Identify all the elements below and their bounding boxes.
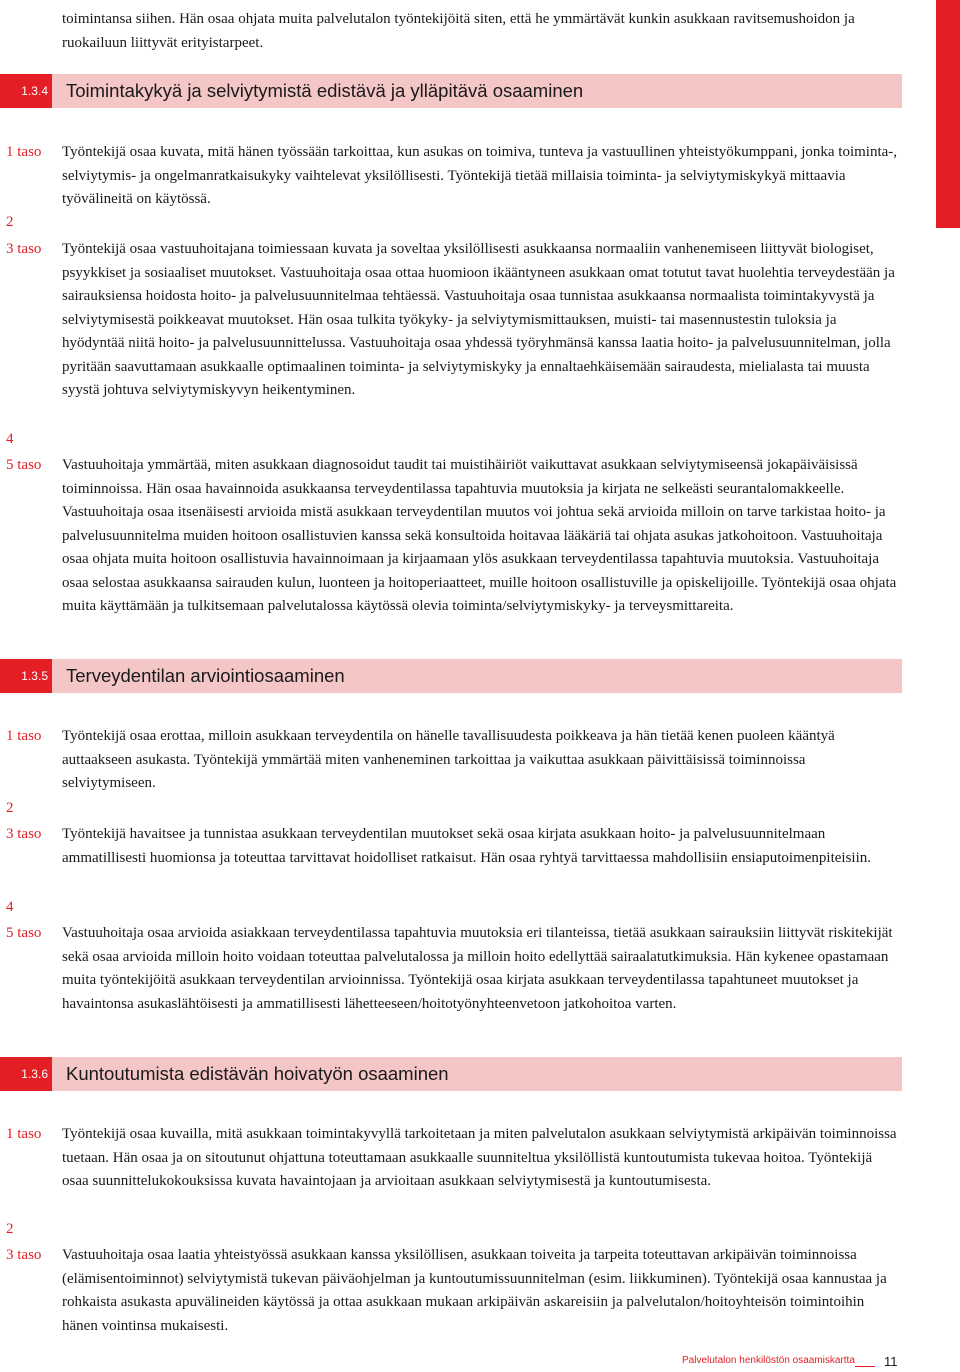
level-text: Työntekijä osaa kuvata, mitä hänen työssään tarkoittaa, kun asukas on toimiva, tunteva ja vastuullinen yhteistyökumppani, jonka toiminta-, selviytymis- ja ongelmanratkaisukyky vaihtelevat yksilöllisesti. Työntekijä tietää millaisia toiminta- ja selviytymiskykyä mittaavia työvälineitä on käytössä. (62, 144, 898, 207)
level-label: 5 taso (6, 457, 42, 473)
section-number: 1.3.4 (0, 74, 52, 108)
level-label: 1 taso (6, 728, 42, 744)
level-text: Vastuuhoitaja osaa laatia yhteistyössä asukkaan kanssa yksilöllisen, asukkaan toiveita ja tarpeita toteuttavan arkipäivän toiminnoissa (elämisentoiminnot) selviytymistä tukevan päiväohjelman ja kuntoutumissuunnitelman (esim. liikkuminen). Työntekijä osaa kannustaa ja rohkaista asukasta apuvälineiden käytössä ja ottaa asukkaan mukaan arkipäivän askareisiin ja palvelutalon/hoitoyhteisön toimintoihin hänen vointinsa mukaisesti. (62, 1247, 887, 1334)
page-number: 11 (884, 1354, 898, 1369)
level-text: Työntekijä havaitsee ja tunnistaa asukkaan terveydentilan muutokset sekä osaa kirjata asukkaan hoito- ja palvelusuunnitelmaan ammatillisesti huomionsa ja toteuttaa tarvittavat hoidolliset ratkaisut. Hän osaa ryhtyä tarvittaessa mahdollisiin ensiaputoimenpiteisiin. (62, 826, 871, 866)
chapter-tab (936, 0, 960, 228)
level-text: Vastuuhoitaja osaa arvioida asiakkaan terveydentilassa tapahtuvia muutoksia eri tilanteissa, tietää asukkaan sairauksiin liittyvät riskitekijät sekä osaa arvioida milloin hoito voidaan toteuttaa palvelutalossa ja milloin hoito edellyttää sairaalatutkimuksia. Hän kykenee opastamaan muita työntekijöitä asukkaan terveydentilan arvioinnissa. Työntekijä osaa kirjata asukkaan terveydentilassa tapahtuneet muutokset ja havaintonsa asukaslähtöisesti ja ammatillisesti lähetteeseen/hoitotyönyhteenvetoon jatkohoitoa varten. (62, 925, 893, 1012)
level-label: 2 (6, 800, 14, 816)
level-label: 2 (6, 1221, 14, 1237)
level-text: Vastuuhoitaja ymmärtää, miten asukkaan diagnosoidut taudit tai muistihäiriöt vaikuttavat asukkaan selviytymiseensä jokapäiväisissä toiminnoissa. Hän osaa havainnoida asukkaansa terveydentilassa tapahtuvia muutoksia ja kirjata ne selkeästi seurantalomakkeelle. Vastuuhoitaja osaa itsenäisesti arvioida mistä asukkaan terveydentilan muutos voi johtua sekä arvioida milloin on tarve tarkistaa hoito- ja palvelusuunnitelma muiden hoitoon osallistuvien kanssa sekä konsultoida hoitavaa lääkäriä tai ohjata asukas jatkohoitoon. Vastuuhoitaja osaa ohjata muita hoitoon osallistuvia havainnoimaan ja kirjaamaan ylös asukkaan terveydentilassa tapahtuvia muutoksia. Vastuuhoitaja osaa selostaa asukkaansa sairauden kulun, luonteen ja hoitoperiaatteet, muille hoitoon osallistuville ja opiskelijoille. Työntekijä osaa ohjata muita käyttämään ja tulkitsemaan palvelutalossa käytössä olevia toiminta/selviytymiskyky- ja terveysmittareita. (62, 457, 897, 614)
section-header-1-3-4 (0, 74, 902, 108)
section-title: Terveydentilan arviointiosaaminen (66, 665, 345, 686)
level-label: 3 taso (6, 826, 42, 842)
section-header-1-3-6 (0, 1057, 902, 1091)
level-label: 2 (6, 214, 14, 230)
footer-title: Palvelutalon henkilöstön osaamiskartta (682, 1355, 855, 1366)
level-label: 3 taso (6, 241, 42, 257)
section-number: 1.3.5 (0, 659, 52, 693)
level-label: 1 taso (6, 144, 42, 160)
level-label: 4 (6, 431, 14, 447)
section-header-1-3-5 (0, 659, 902, 693)
level-label: 5 taso (6, 925, 42, 941)
section-title: Kuntoutumista edistävän hoivatyön osaaminen (66, 1063, 449, 1084)
level-label: 4 (6, 899, 14, 915)
level-label: 1 taso (6, 1126, 42, 1142)
level-label: 3 taso (6, 1247, 42, 1263)
section-number: 1.3.6 (0, 1057, 52, 1091)
level-text: Työntekijä osaa vastuuhoitajana toimiessaan kuvata ja soveltaa yksilöllisesti asukkaansa normaaliin vanhenemiseen liittyvät biologiset, psyykkiset ja sosiaaliset muutokset. Vastuuhoitaja osaa ottaa huomioon ikääntyneen asukkaan omat totutut tavat huolehtia terveydestään ja sairauksiensa hoidosta hoito- ja palvelusuunnitelmaa tehtäessä. Vastuuhoitaja osaa tunnistaa asukkaansa normaalista toimintakyvystä ja selviytymisestä poikkeavat muutokset. Hän osaa tulkita työkyky- ja selviytymismittauksen, muisti- tai masennustestin tuloksia ja hyödyntää niitä hoito- ja palvelusuunnittelussa. Vastuuhoitaja osaa yhdessä työryhmänsä kanssa laatia hoito- ja palvelusuunnitelman, jolla pyritään saavuttamaan asukkaalle optimaalinen toiminta- ja selviytymiskyky ja ennaltaehkäisemään sairaudesta, mielialasta tai muusta syystä johtuva selviytymiskyvyn heikentyminen. (62, 241, 895, 398)
intro-paragraph: toimintansa siihen. Hän osaa ohjata muita palvelutalon työntekijöitä siten, että he ymmärtävät kunkin asukkaan ravitsemushoidon ja ruokailuun liittyvät erityistarpeet. (62, 11, 855, 51)
section-title: Toimintakykyä ja selviytymistä edistävä ja ylläpitävä osaaminen (66, 80, 584, 101)
level-text: Työntekijä osaa kuvailla, mitä asukkaan toimintakyvyllä tarkoitetaan ja miten palvelutalon asukkaan selviytymistä arkipäivän toiminnoissa tuetaan. Hän osaa ja on sitoutunut ohjattuna toteuttamaan asukkaalle suunniteltua yksilöllistä kuntoutumista tukevaa hoitoa. Työntekijä osaa suunnittelukokouksissa kuvata havaintojaan ja arvioitaan asukkaan selviytymisestä ja kuntoutumisesta. (62, 1126, 897, 1189)
level-text: Työntekijä osaa erottaa, milloin asukkaan terveydentila on hänelle tavallisuudesta poikkeava ja hän tietää kenen puoleen kääntyä auttaakseen asukasta. Työntekijä ymmärtää miten vanheneminen tarkoittaa ja vaikuttaa asukkaan päivittäisissä toiminnoissa selviytymiseen. (62, 728, 835, 791)
footer-divider (855, 1366, 875, 1367)
